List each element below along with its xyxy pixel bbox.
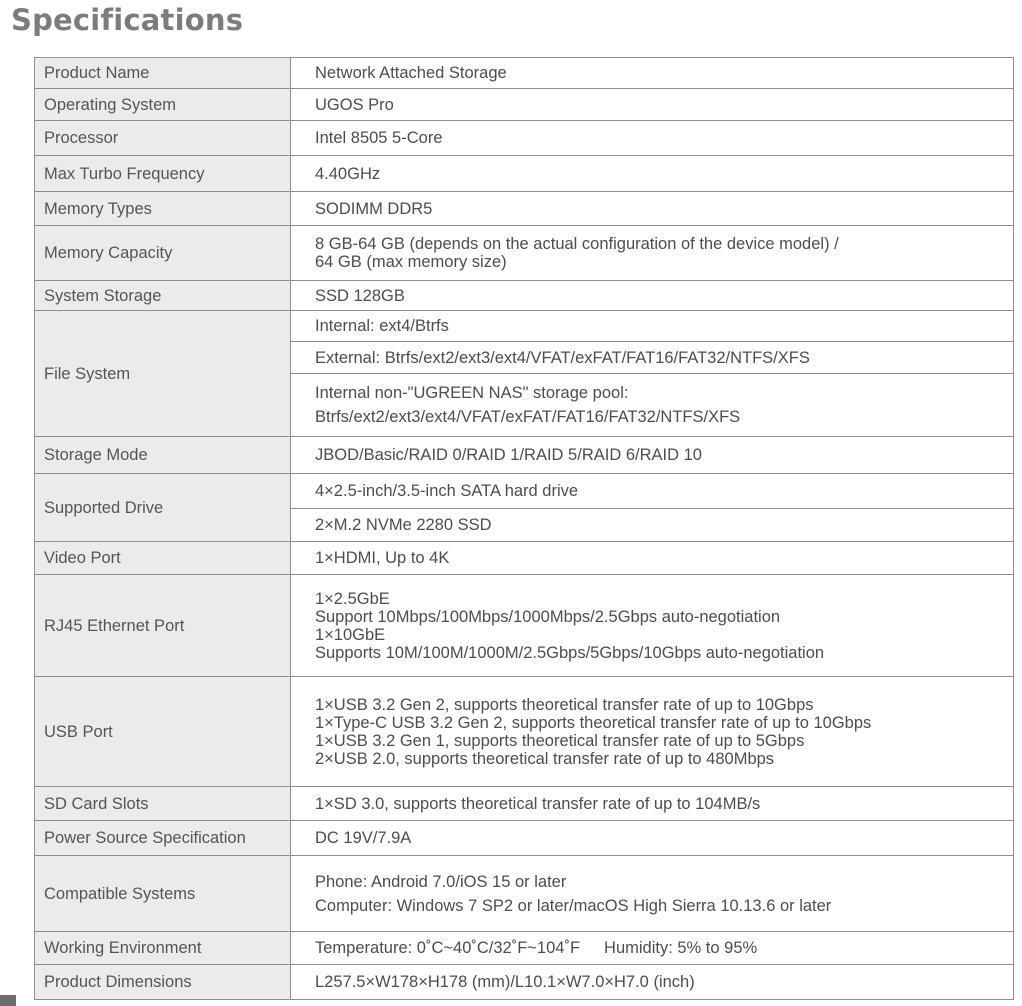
- spec-value-line: Phone: Android 7.0/iOS 15 or later: [315, 872, 567, 891]
- spec-value: L257.5×W178×H178 (mm)/L10.1×W7.0×H7.0 (inch): [291, 965, 1014, 1000]
- spec-value: [291, 856, 1014, 932]
- table-row: [35, 787, 1014, 821]
- spec-value-line: Support 10Mbps/100Mbps/1000Mbps/2.5Gbps auto-negotiation: [315, 607, 781, 626]
- spec-label: Product Name: [35, 58, 291, 89]
- spec-label: Product Dimensions: [35, 965, 291, 1000]
- table-row: [35, 821, 1014, 856]
- spec-value: [291, 226, 1014, 281]
- spec-label: RJ45 Ethernet Port: [35, 575, 291, 677]
- spec-label: System Storage: [35, 281, 291, 311]
- spec-value: DC 19V/7.9A: [291, 821, 1014, 856]
- spec-value: Internal: ext4/Btrfs: [291, 311, 1014, 342]
- spec-value: SODIMM DDR5: [291, 192, 1014, 226]
- spec-label: Compatible Systems: [35, 856, 291, 932]
- spec-value-line: Computer: Windows 7 SP2 or later/macOS High Sierra 10.13.6 or later: [315, 896, 832, 915]
- spec-value: UGOS Pro: [291, 89, 1014, 121]
- spec-label: Video Port: [35, 542, 291, 575]
- spec-label: Operating System: [35, 89, 291, 121]
- table-row: [35, 677, 1014, 787]
- table-row: [35, 932, 1014, 965]
- spec-value: 1×HDMI, Up to 4K: [291, 542, 1014, 575]
- spec-label: Storage Mode: [35, 437, 291, 474]
- spec-label: Processor: [35, 121, 291, 156]
- spec-value: 4.40GHz: [291, 156, 1014, 192]
- spec-value: [291, 374, 1014, 437]
- table-row: [35, 281, 1014, 311]
- spec-label: Supported Drive: [35, 474, 291, 542]
- table-row: [35, 192, 1014, 226]
- spec-label: SD Card Slots: [35, 787, 291, 821]
- humidity-value: Humidity: 5% to 95%: [604, 939, 758, 957]
- table-row: [35, 542, 1014, 575]
- table-row: [35, 437, 1014, 474]
- table-row: [35, 58, 1014, 89]
- spec-label: USB Port: [35, 677, 291, 787]
- spec-value: Network Attached Storage: [291, 58, 1014, 89]
- spec-value: External: Btrfs/ext2/ext3/ext4/VFAT/exFAT/FAT16/FAT32/NTFS/XFS: [291, 342, 1014, 374]
- spec-value: Intel 8505 5-Core: [291, 121, 1014, 156]
- spec-value-line: Supports 10M/100M/1000M/2.5Gbps/5Gbps/10Gbps auto-negotiation: [315, 643, 825, 662]
- table-row: [35, 226, 1014, 281]
- spec-value-line: 1×10GbE: [315, 625, 386, 644]
- spec-value: [291, 575, 1014, 677]
- spec-value: [291, 932, 1014, 965]
- table-row: [35, 121, 1014, 156]
- table-row: [35, 856, 1014, 932]
- spec-label: Working Environment: [35, 932, 291, 965]
- table-row: [35, 965, 1014, 1000]
- page-title: Specifications: [11, 3, 244, 37]
- spec-value-line: Internal non-"UGREEN NAS" storage pool:: [315, 384, 629, 402]
- spec-value-line: 1×USB 3.2 Gen 1, supports theoretical transfer rate of up to 5Gbps: [315, 731, 805, 750]
- corner-mark: [0, 995, 16, 1006]
- spec-value-line: Btrfs/ext2/ext3/ext4/VFAT/exFAT/FAT16/FAT32/NTFS/XFS: [315, 408, 741, 426]
- spec-value-line: 64 GB (max memory size): [315, 253, 507, 271]
- table-row: [35, 575, 1014, 677]
- spec-value: [291, 677, 1014, 787]
- spec-value-line: 8 GB-64 GB (depends on the actual configuration of the device model) /: [315, 235, 839, 253]
- spec-label: File System: [35, 311, 291, 437]
- spec-value: 1×SD 3.0, supports theoretical transfer rate of up to 104MB/s: [291, 787, 1014, 821]
- spec-value: 2×M.2 NVMe 2280 SSD: [291, 509, 1014, 542]
- table-row: [35, 89, 1014, 121]
- spec-label: Memory Types: [35, 192, 291, 226]
- spec-value: SSD 128GB: [291, 281, 1014, 311]
- table-row: [35, 156, 1014, 192]
- table-row: [35, 474, 1014, 509]
- spec-value-line: 2×USB 2.0, supports theoretical transfer rate of up to 480Mbps: [315, 749, 775, 768]
- spec-label: Max Turbo Frequency: [35, 156, 291, 192]
- temperature-value: Temperature: 0˚C~40˚C/32˚F~104˚F: [315, 939, 581, 957]
- specifications-table: [34, 57, 1014, 1000]
- spec-value: JBOD/Basic/RAID 0/RAID 1/RAID 5/RAID 6/RAID 10: [291, 437, 1014, 474]
- spec-value-line: 1×USB 3.2 Gen 2, supports theoretical transfer rate of up to 10Gbps: [315, 695, 814, 714]
- spec-value: 4×2.5-inch/3.5-inch SATA hard drive: [291, 474, 1014, 509]
- spec-label: Power Source Specification: [35, 821, 291, 856]
- spec-value-line: 1×Type-C USB 3.2 Gen 2, supports theoretical transfer rate of up to 10Gbps: [315, 713, 872, 732]
- spec-label: Memory Capacity: [35, 226, 291, 281]
- spec-value-line: 1×2.5GbE: [315, 589, 390, 608]
- table-row: [35, 311, 1014, 342]
